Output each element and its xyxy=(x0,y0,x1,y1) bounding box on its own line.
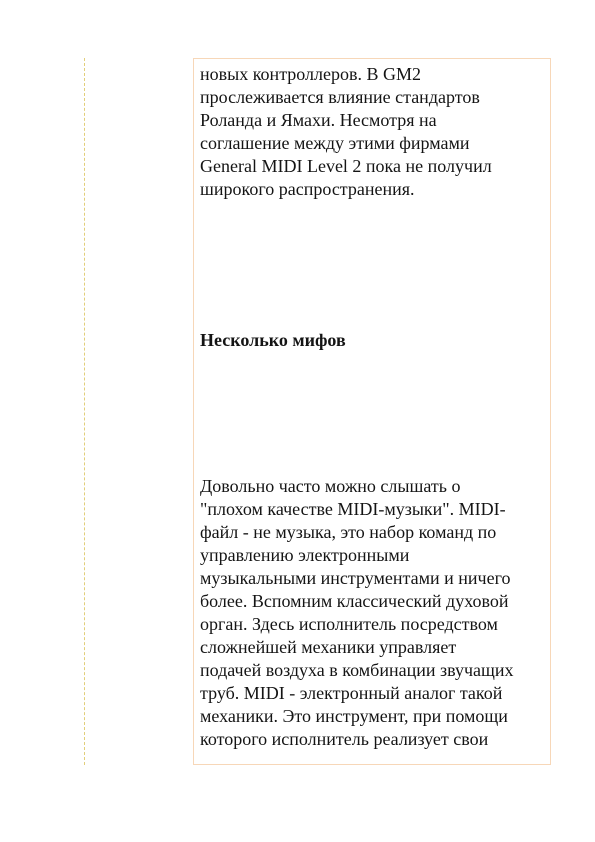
section-heading: Несколько мифов xyxy=(200,330,346,350)
text-frame xyxy=(193,58,551,765)
margin-guide-line xyxy=(84,58,85,765)
paragraph-midi-myths: Довольно часто можно слышать о "плохом качестве MIDI-музыки". MIDI- файл - не музыка, это набор команд по управлению электронными музыкальными инструментами и ничего более. Вспомним классический духовой орган. Здесь исполнитель посредством сложнейшей механики управляет подачей воздуха в комбинации звучащих труб. MIDI - электронный аналог такой механики. Это инструмент, при помощи которого исполнитель реализует свои xyxy=(200,476,514,749)
paragraph-gm2: новых контроллеров. В GM2 прослеживается влияние стандартов Роланда и Ямахи. Несмотря на соглашение между этими фирмами General MIDI Level 2 пока не получил широкого распространения. xyxy=(200,64,492,199)
